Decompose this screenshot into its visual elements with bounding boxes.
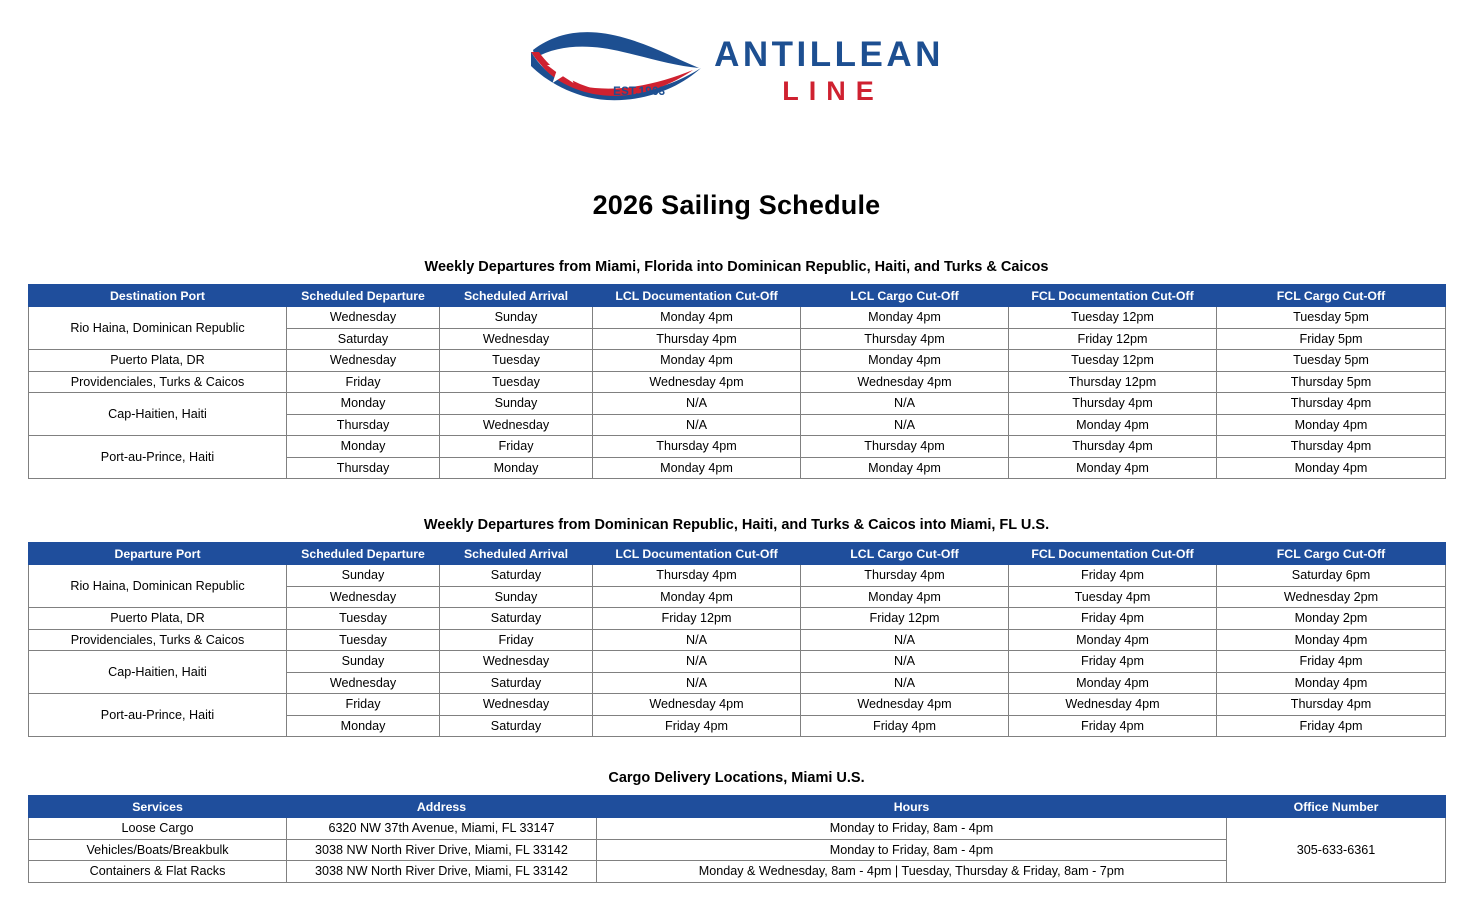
cell: Monday 4pm (593, 307, 801, 329)
company-logo (28, 0, 1445, 104)
cell: Thursday (287, 414, 440, 436)
cell: Friday 5pm (1217, 328, 1446, 350)
logo-wordmark (714, 37, 944, 105)
cell: Tuesday (440, 350, 593, 372)
address-cell: 6320 NW 37th Avenue, Miami, FL 33147 (287, 818, 597, 840)
cell: Wednesday 4pm (801, 694, 1009, 716)
column-header: LCL Documentation Cut-Off (593, 285, 801, 307)
cell: Thursday 4pm (593, 436, 801, 458)
cell: Monday 4pm (1009, 629, 1217, 651)
cell: Monday 4pm (1217, 672, 1446, 694)
cell: Monday 4pm (1009, 457, 1217, 479)
cell: Sunday (440, 393, 593, 415)
column-header: Address (287, 796, 597, 818)
cell: Saturday (440, 565, 593, 587)
table-row (29, 371, 1446, 393)
column-header: LCL Cargo Cut-Off (801, 543, 1009, 565)
table-row (29, 565, 1446, 587)
cell: Monday (287, 715, 440, 737)
port-cell: Rio Haina, Dominican Republic (29, 565, 287, 608)
cell: Friday (287, 694, 440, 716)
office-number-cell: 305-633-6361 (1227, 818, 1446, 883)
cell: Wednesday 4pm (1009, 694, 1217, 716)
cell: Sunday (440, 586, 593, 608)
table-header-row (29, 285, 1446, 307)
cell: Sunday (287, 565, 440, 587)
hours-cell: Monday to Friday, 8am - 4pm (597, 818, 1227, 840)
port-cell: Port-au-Prince, Haiti (29, 436, 287, 479)
cell: Sunday (287, 651, 440, 673)
table-row (29, 393, 1446, 415)
port-cell: Puerto Plata, DR (29, 608, 287, 630)
column-header: Services (29, 796, 287, 818)
cell: Wednesday 2pm (1217, 586, 1446, 608)
cell: Monday 2pm (1217, 608, 1446, 630)
cell: N/A (801, 672, 1009, 694)
cell: Sunday (440, 307, 593, 329)
service-cell: Vehicles/Boats/Breakbulk (29, 839, 287, 861)
cell: Friday (440, 629, 593, 651)
cell: Wednesday 4pm (593, 694, 801, 716)
cell: Friday 12pm (801, 608, 1009, 630)
cell: N/A (593, 393, 801, 415)
cell: N/A (593, 629, 801, 651)
cell: Friday 4pm (1009, 651, 1217, 673)
port-cell: Puerto Plata, DR (29, 350, 287, 372)
cell: Tuesday 5pm (1217, 350, 1446, 372)
cell: Wednesday 4pm (801, 371, 1009, 393)
cell: Thursday 4pm (801, 565, 1009, 587)
cell: Monday 4pm (801, 457, 1009, 479)
cell: Wednesday 4pm (593, 371, 801, 393)
cell: Monday (287, 436, 440, 458)
table-row (29, 694, 1446, 716)
established-text: EST.1963 (613, 86, 666, 98)
cell: Monday 4pm (1217, 414, 1446, 436)
cell: Monday 4pm (1217, 457, 1446, 479)
cell: Wednesday (440, 694, 593, 716)
cell: Wednesday (440, 651, 593, 673)
column-header: FCL Cargo Cut-Off (1217, 285, 1446, 307)
column-header: Scheduled Arrival (440, 285, 593, 307)
cell: Thursday (287, 457, 440, 479)
column-header: Hours (597, 796, 1227, 818)
port-cell: Providenciales, Turks & Caicos (29, 629, 287, 651)
column-header: LCL Cargo Cut-Off (801, 285, 1009, 307)
column-header: Office Number (1227, 796, 1446, 818)
cell: Wednesday (440, 328, 593, 350)
cell: Friday 4pm (593, 715, 801, 737)
table-row (29, 608, 1446, 630)
cell: Monday 4pm (1217, 629, 1446, 651)
antillean-flag-wave-icon (529, 22, 704, 118)
cell: Monday (440, 457, 593, 479)
service-cell: Containers & Flat Racks (29, 861, 287, 883)
service-cell: Loose Cargo (29, 818, 287, 840)
cell: Wednesday (287, 672, 440, 694)
table-row (29, 651, 1446, 673)
cell: Monday 4pm (801, 307, 1009, 329)
cell: Friday 4pm (1009, 565, 1217, 587)
cell: Friday 12pm (593, 608, 801, 630)
cell: Saturday 6pm (1217, 565, 1446, 587)
table-row (29, 436, 1446, 458)
cell: Thursday 4pm (801, 328, 1009, 350)
address-cell: 3038 NW North River Drive, Miami, FL 33142 (287, 839, 597, 861)
cell: Saturday (440, 608, 593, 630)
cargo-section-heading: Cargo Delivery Locations, Miami U.S. (608, 770, 865, 786)
address-cell: 3038 NW North River Drive, Miami, FL 33142 (287, 861, 597, 883)
column-header: FCL Documentation Cut-Off (1009, 543, 1217, 565)
cell: Tuesday (440, 371, 593, 393)
cell: Saturday (440, 715, 593, 737)
cell: Friday (440, 436, 593, 458)
cell: Thursday 4pm (1009, 393, 1217, 415)
cell: Friday 4pm (1217, 651, 1446, 673)
cell: Thursday 4pm (1217, 694, 1446, 716)
cell: Monday 4pm (593, 350, 801, 372)
cell: Monday 4pm (801, 586, 1009, 608)
cell: Tuesday 4pm (1009, 586, 1217, 608)
page-title: 2026 Sailing Schedule (592, 190, 881, 220)
cell: Thursday 4pm (1217, 393, 1446, 415)
cell: Tuesday 5pm (1217, 307, 1446, 329)
column-header: Scheduled Departure (287, 543, 440, 565)
column-header: Departure Port (29, 543, 287, 565)
cell: N/A (801, 629, 1009, 651)
cell: Friday 4pm (801, 715, 1009, 737)
cell: Thursday 5pm (1217, 371, 1446, 393)
cell: Monday 4pm (1009, 414, 1217, 436)
table-header-row (29, 543, 1446, 565)
cell: Friday 4pm (1009, 715, 1217, 737)
column-header: LCL Documentation Cut-Off (593, 543, 801, 565)
column-header: Destination Port (29, 285, 287, 307)
cell: N/A (593, 672, 801, 694)
cell: Wednesday (440, 414, 593, 436)
cell: N/A (593, 414, 801, 436)
outbound-schedule-table (28, 284, 1446, 479)
cell: Monday (287, 393, 440, 415)
inbound-schedule-table (28, 542, 1446, 737)
cell: Thursday 4pm (801, 436, 1009, 458)
cell: Thursday 12pm (1009, 371, 1217, 393)
cell: Tuesday 12pm (1009, 350, 1217, 372)
cell: Wednesday (287, 307, 440, 329)
cell: Friday (287, 371, 440, 393)
cell: Tuesday 12pm (1009, 307, 1217, 329)
hours-cell: Monday to Friday, 8am - 4pm (597, 839, 1227, 861)
cell: Friday 4pm (1009, 608, 1217, 630)
cell: Friday 12pm (1009, 328, 1217, 350)
column-header: FCL Cargo Cut-Off (1217, 543, 1446, 565)
cell: Thursday 4pm (1009, 436, 1217, 458)
cell: N/A (801, 651, 1009, 673)
cell: Wednesday (287, 350, 440, 372)
logo-brand-subname: LINE (782, 76, 884, 106)
port-cell: Cap-Haitien, Haiti (29, 393, 287, 436)
port-cell: Port-au-Prince, Haiti (29, 694, 287, 737)
cell: Monday 4pm (801, 350, 1009, 372)
cell: N/A (801, 414, 1009, 436)
cell: N/A (593, 651, 801, 673)
cargo-delivery-table (28, 795, 1446, 883)
port-cell: Rio Haina, Dominican Republic (29, 307, 287, 350)
cell: N/A (801, 393, 1009, 415)
port-cell: Cap-Haitien, Haiti (29, 651, 287, 694)
column-header: FCL Documentation Cut-Off (1009, 285, 1217, 307)
cell: Thursday 4pm (593, 328, 801, 350)
cell: Saturday (287, 328, 440, 350)
table-row (29, 307, 1446, 329)
table-row (29, 350, 1446, 372)
logo-brand-name: ANTILLEAN (714, 35, 944, 74)
inbound-section-heading: Weekly Departures from Dominican Republic, Haiti, and Turks & Caicos into Miami, FL U.S. (423, 517, 1050, 533)
cell: Tuesday (287, 629, 440, 651)
port-cell: Providenciales, Turks & Caicos (29, 371, 287, 393)
cell: Saturday (440, 672, 593, 694)
column-header: Scheduled Departure (287, 285, 440, 307)
table-header-row (29, 796, 1446, 818)
hours-cell: Monday & Wednesday, 8am - 4pm | Tuesday, Thursday & Friday, 8am - 7pm (597, 861, 1227, 883)
cell: Monday 4pm (593, 457, 801, 479)
cell: Wednesday (287, 586, 440, 608)
cell: Monday 4pm (1009, 672, 1217, 694)
column-header: Scheduled Arrival (440, 543, 593, 565)
table-row (29, 629, 1446, 651)
outbound-section-heading: Weekly Departures from Miami, Florida into Dominican Republic, Haiti, and Turks & Caicos (424, 259, 1049, 275)
cell: Friday 4pm (1217, 715, 1446, 737)
cell: Thursday 4pm (1217, 436, 1446, 458)
cell: Tuesday (287, 608, 440, 630)
table-row (29, 818, 1446, 840)
cell: Monday 4pm (593, 586, 801, 608)
cell: Thursday 4pm (593, 565, 801, 587)
